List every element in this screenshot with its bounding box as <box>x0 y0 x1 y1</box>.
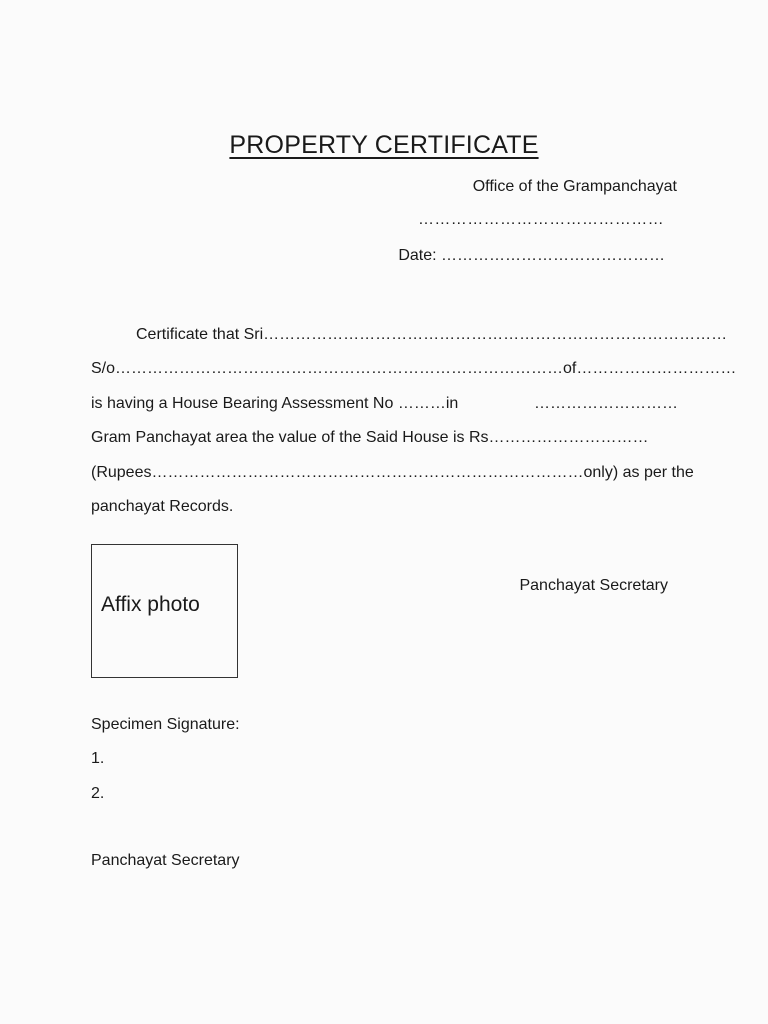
page-title: PROPERTY CERTIFICATE <box>229 131 539 159</box>
secretary-signature-left: Panchayat Secretary <box>91 852 240 869</box>
body-line-1 <box>91 318 728 352</box>
body-line-6 <box>91 490 678 524</box>
photo-label: Affix photo <box>101 593 200 616</box>
son-of-blank: S/o………………………………………………………………………… <box>91 360 564 378</box>
date-line: Date: …………………………………… <box>398 247 665 264</box>
secretary-signature-right: Panchayat Secretary <box>519 577 668 594</box>
certificate-that-label: Certificate that Sri <box>136 326 264 343</box>
office-line: Office of the Grampanchayat <box>472 178 677 195</box>
body-line-4 <box>91 421 678 455</box>
name-blank: …………………………………………………………………………… <box>263 326 728 343</box>
photo-box <box>91 544 238 678</box>
certificate-body <box>91 318 737 524</box>
assessment-label: is having a House Bearing Assessment No ………in <box>91 394 459 412</box>
body-line-3 <box>91 387 678 421</box>
records-line: panchayat Records. <box>91 497 234 515</box>
signature-line-2: 2. <box>91 785 105 802</box>
house-value-line: Gram Panchayat area the value of the Said House is Rs………………………… <box>91 429 649 447</box>
rupees-line: (Rupees………………………………………………………………………only) as per the <box>91 463 694 481</box>
location-blank: ……………………… <box>534 394 678 412</box>
signature-line-1: 1. <box>91 750 105 767</box>
place-blank: of………………………… <box>563 360 737 378</box>
office-name-blank: ……………………………………… <box>418 211 664 228</box>
specimen-signature-label: Specimen Signature: <box>91 716 240 733</box>
body-line-5 <box>91 456 694 490</box>
body-line-2 <box>91 352 737 386</box>
